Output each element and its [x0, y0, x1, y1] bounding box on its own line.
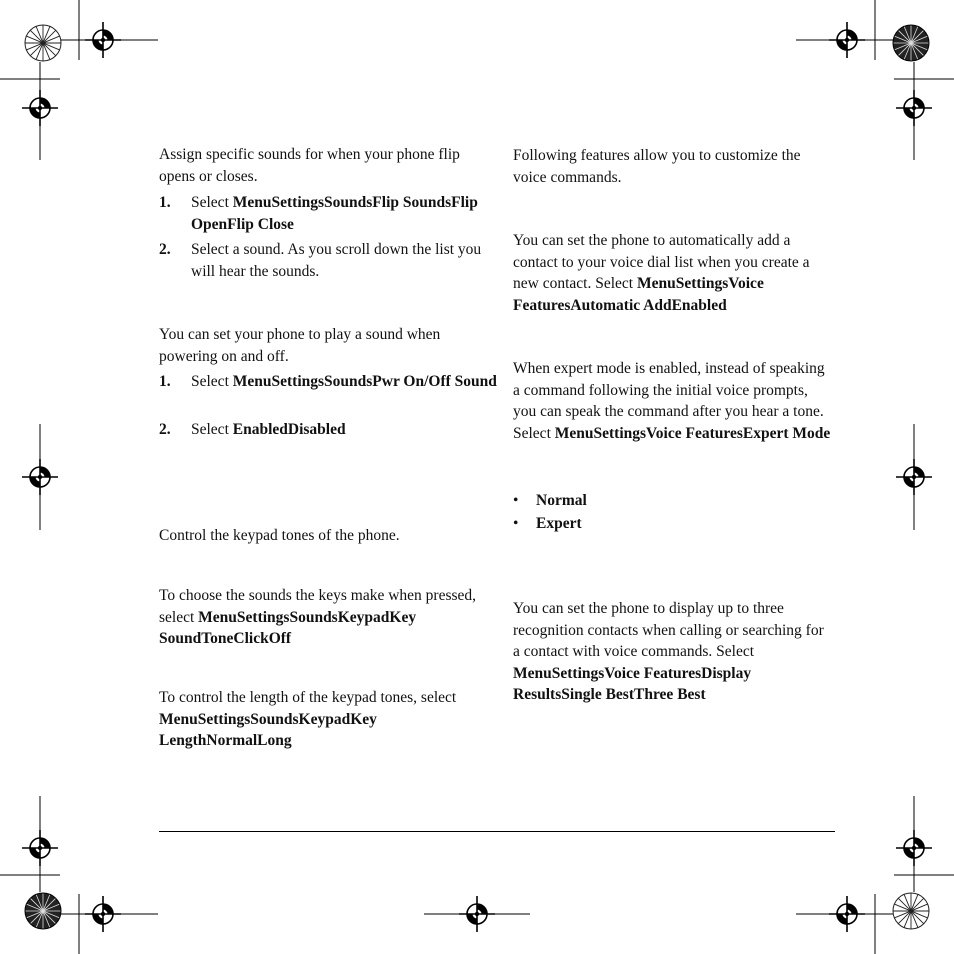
registration-mark-icon [22, 459, 58, 495]
key-length-text: To control the length of the keypad tones, select MenuSettingsSoundsKeypadKey LengthNormalLong [159, 689, 457, 750]
step-number: 1. [159, 194, 171, 211]
registration-mark-icon [829, 896, 865, 932]
bullet-icon: • [513, 492, 519, 509]
step-number: 2. [159, 241, 171, 258]
bullet-icon: • [513, 515, 519, 532]
registration-mark-icon [85, 22, 121, 58]
registration-mark-icon [896, 459, 932, 495]
flip-sounds-intro-text: Assign specific sounds for when your phone flip opens or closes. [159, 146, 460, 185]
power-sound-intro-text: You can set your phone to play a sound when powering on and off. [159, 326, 441, 365]
registration-mark-icon [85, 896, 121, 932]
registration-mark-icon [896, 90, 932, 126]
step-text: Select MenuSettingsSoundsFlip SoundsFlip OpenFlip Close [191, 194, 478, 233]
color-bar-target-icon [25, 893, 61, 929]
registration-mark-icon [896, 830, 932, 866]
step-number: 1. [159, 373, 171, 390]
color-bar-target-icon [893, 25, 929, 61]
registration-mark-icon [459, 896, 495, 932]
starburst-target-icon [893, 893, 929, 929]
key-sound-text: To choose the sounds the keys make when pressed, select MenuSettingsSoundsKeypadKey SoundToneClickOff [159, 587, 477, 648]
display-results-text: You can set the phone to display up to three recognition contacts when calling or searching for a contact with voice commands. Select MenuSettingsVoice FeaturesDisplay ResultsSingle BestThree Best [513, 600, 824, 704]
step-number: 2. [159, 421, 171, 438]
voice-intro-text: Following features allow you to customize the voice commands. [513, 147, 801, 186]
step-text: Select a sound. As you scroll down the list you will hear the sounds. [191, 241, 482, 280]
bullet-text: Expert [536, 515, 582, 532]
starburst-target-icon [25, 25, 61, 61]
bullet-text: Normal [536, 492, 587, 509]
registration-mark-icon [22, 830, 58, 866]
registration-mark-icon [829, 22, 865, 58]
automatic-add-text: You can set the phone to automatically add a contact to your voice dial list when you create a new contact. Select MenuSettingsVoice FeaturesAutomatic AddEnabled [513, 232, 810, 314]
step-text: Select MenuSettingsSoundsPwr On/Off Sound [191, 373, 497, 390]
keypad-intro-text: Control the keypad tones of the phone. [159, 527, 400, 544]
step-text: Select EnabledDisabled [191, 421, 346, 438]
registration-mark-icon [22, 90, 58, 126]
expert-mode-text: When expert mode is enabled, instead of speaking a command following the initial voice prompts, you can speak the command after you hear a tone. Select MenuSettingsVoice FeaturesExpert Mode [513, 360, 831, 442]
